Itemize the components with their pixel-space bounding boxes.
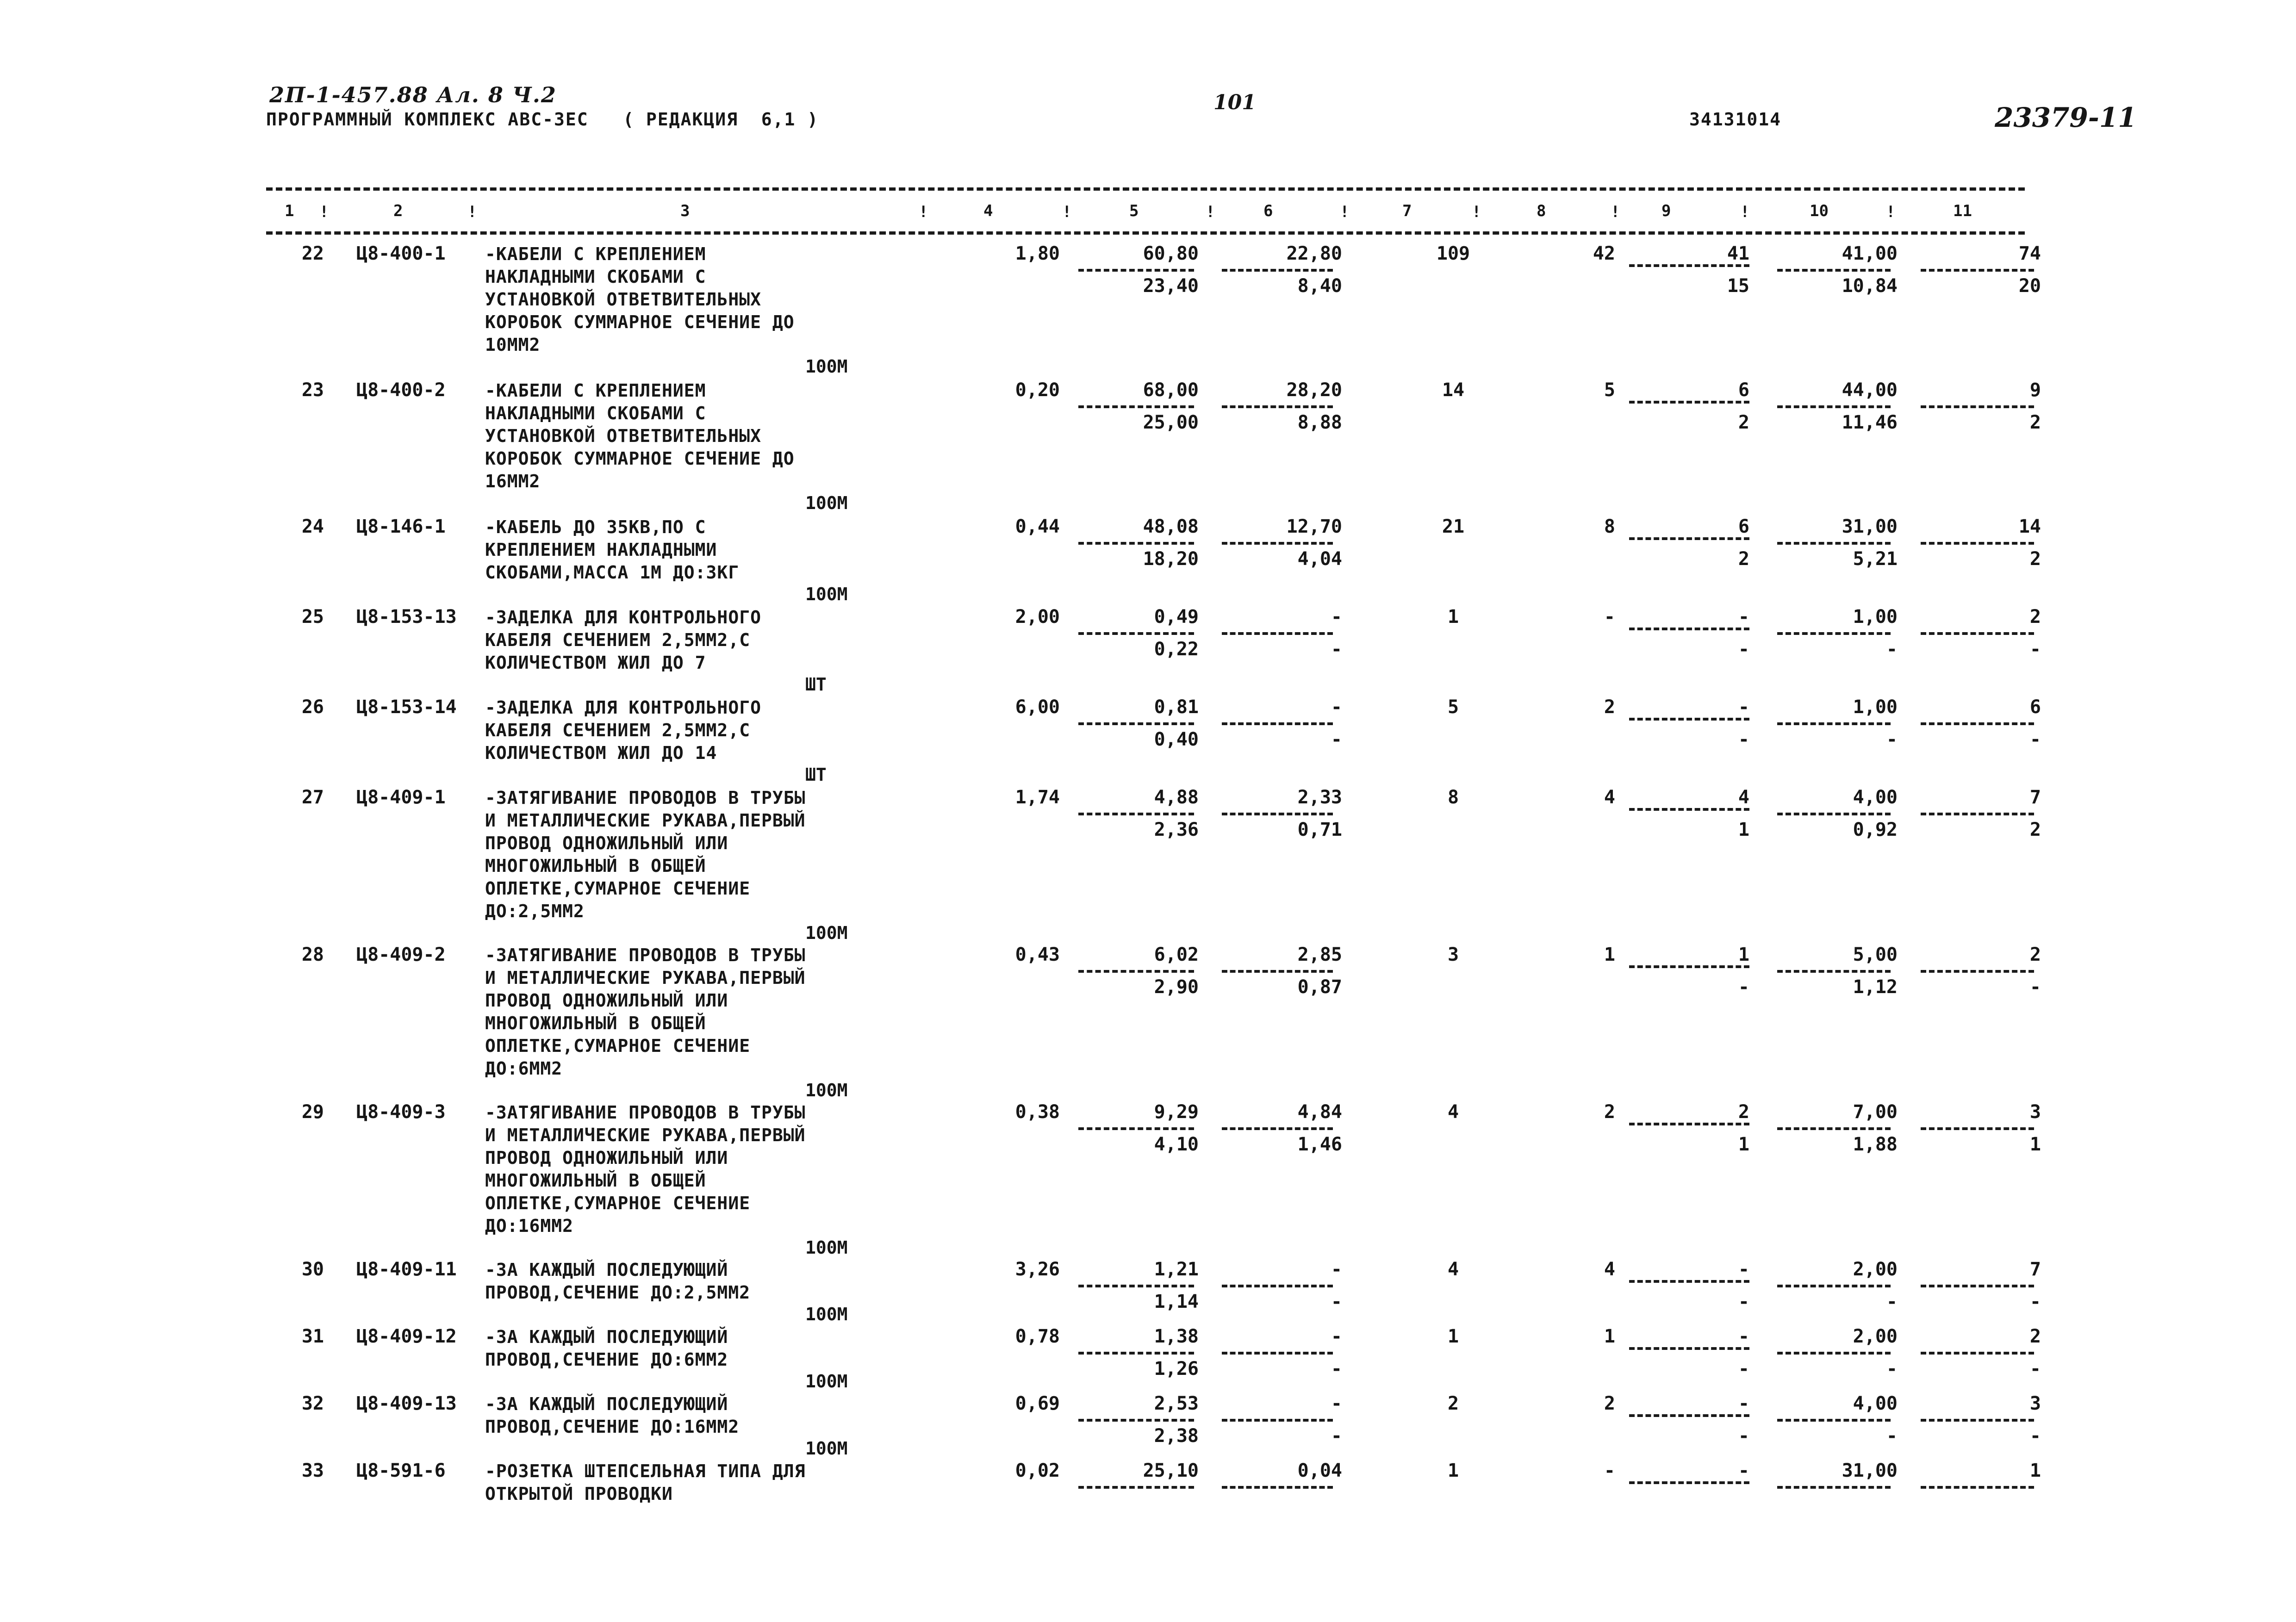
value-separator (1921, 722, 2034, 725)
labour-total-machine: 1 (2029, 1134, 2041, 1155)
labour-norm: 1,00 (1853, 606, 1898, 628)
cost-total-wages: 2,36 (1154, 819, 1199, 840)
page-number: 101 (1213, 91, 1256, 114)
machine-cost: - (1738, 606, 1749, 628)
wages-cost: - (1604, 1460, 1615, 1481)
row-number: 25 (301, 606, 324, 628)
machine-cost: 6 (1738, 379, 1749, 401)
cost-wages: - (1331, 606, 1342, 628)
work-description: -ЗАДЕЛКА ДЛЯ КОНТРОЛЬНОГО КАБЕЛЯ СЕЧЕНИЕМ 2,5ММ2,С КОЛИЧЕСТВОМ ЖИЛ ДО 14 (485, 697, 761, 763)
value-separator (1629, 1280, 1749, 1283)
value-separator (1921, 1352, 2034, 1355)
row-number: 22 (301, 243, 324, 264)
value-separator (1777, 1285, 1891, 1287)
work-description: -ЗА КАЖДЫЙ ПОСЛЕДУЮЩИЙ ПРОВОД,СЕЧЕНИЕ ДО:6ММ2 (485, 1327, 728, 1370)
value-separator (1222, 632, 1333, 635)
norm-code: Ц8-400-1 (356, 243, 446, 264)
value-separator (1222, 722, 1333, 725)
cost-total: 6,02 (1154, 944, 1199, 965)
machine-cost: 2 (1738, 1101, 1749, 1123)
labour-norm-machine: 1,88 (1853, 1134, 1898, 1155)
value-separator (1078, 1352, 1194, 1355)
cost-wages-machine: - (1331, 639, 1342, 660)
cost-wages-machine: 0,71 (1297, 819, 1342, 840)
row-number: 28 (301, 944, 324, 965)
wages-cost: 4 (1604, 1259, 1615, 1280)
value-separator (1222, 1127, 1333, 1130)
norm-code: Ц8-591-6 (356, 1460, 446, 1481)
labour-total: 14 (2018, 516, 2041, 537)
labour-total-machine: - (2029, 1358, 2041, 1380)
value-separator (1078, 1419, 1194, 1422)
machine-cost: 1 (1738, 944, 1749, 965)
norm-code: Ц8-409-1 (356, 787, 446, 808)
value-separator (1222, 542, 1333, 545)
value-separator (1777, 1352, 1891, 1355)
cost-wages-machine: 8,88 (1297, 412, 1342, 433)
cost-wages: - (1331, 1393, 1342, 1414)
total-cost: 8 (1447, 787, 1459, 808)
labour-norm: 44,00 (1842, 379, 1898, 401)
cost-total-wages: 2,38 (1154, 1425, 1199, 1447)
labour-total: 6 (2029, 696, 2041, 718)
value-separator (1777, 405, 1891, 408)
table-top-rule (266, 187, 2025, 191)
wages-cost: 2 (1604, 1101, 1615, 1123)
measure-unit: ШТ (805, 764, 827, 785)
work-description: -КАБЕЛИ С КРЕПЛЕНИЕМ НАКЛАДНЫМИ СКОБАМИ С УСТАНОВКОЙ ОТВЕТВИТЕЛЬНЫХ КОРОБОК СУММАРНОЕ СЕЧЕНИЕ ДО 16ММ2 (485, 380, 795, 491)
labour-total-machine: - (2029, 976, 2041, 998)
column-divider: ! (1340, 203, 1350, 221)
row-number: 23 (301, 379, 324, 401)
labour-total-machine: 2 (2029, 412, 2041, 433)
labour-norm: 5,00 (1853, 944, 1898, 965)
machine-wages: 15 (1727, 275, 1749, 297)
value-separator (1777, 632, 1891, 635)
wages-cost: - (1604, 606, 1615, 628)
value-separator (1222, 405, 1333, 408)
labour-total-machine: - (2029, 729, 2041, 750)
labour-norm-machine: - (1886, 639, 1898, 660)
value-separator (1222, 1486, 1333, 1489)
machine-cost: - (1738, 1259, 1749, 1280)
value-separator (1222, 269, 1333, 272)
value-separator (1921, 632, 2034, 635)
machine-cost: - (1738, 696, 1749, 718)
value-separator (1629, 628, 1749, 630)
labour-total: 2 (2029, 944, 2041, 965)
total-cost: 1 (1447, 606, 1459, 628)
wages-cost: 4 (1604, 787, 1615, 808)
cost-total-wages: 0,40 (1154, 729, 1199, 750)
value-separator (1921, 405, 2034, 408)
norm-code: Ц8-146-1 (356, 516, 446, 537)
labour-norm-machine: 5,21 (1853, 548, 1898, 570)
labour-total: 3 (2029, 1101, 2041, 1123)
work-description: -ЗАТЯГИВАНИЕ ПРОВОДОВ В ТРУБЫ И МЕТАЛЛИЧЕСКИЕ РУКАВА,ПЕРВЫЙ ПРОВОД ОДНОЖИЛЬНЫЙ ИЛИ МНОГОЖИЛЬНЫЙ В ОБЩЕЙ ОПЛЕТКЕ,СУМАРНОЕ СЕЧЕНИЕ ДО:16ММ2 (485, 1102, 806, 1236)
labour-norm: 2,00 (1853, 1259, 1898, 1280)
value-separator (1078, 542, 1194, 545)
cost-wages: - (1331, 1326, 1342, 1347)
machine-cost: 4 (1738, 787, 1749, 808)
cost-wages: 0,04 (1297, 1460, 1342, 1481)
program-title: ПРОГРАММНЫЙ КОМПЛЕКС АВС-ЗЕС ( РЕДАКЦИЯ 6,1 ) (266, 109, 819, 130)
norm-code: Ц8-409-11 (356, 1259, 457, 1280)
labour-total-machine: 20 (2018, 275, 2041, 297)
cost-total: 0,49 (1154, 606, 1199, 628)
wages-cost: 1 (1604, 944, 1615, 965)
total-cost: 2 (1447, 1393, 1459, 1414)
column-number: 3 (680, 202, 690, 220)
column-divider: ! (1472, 203, 1481, 221)
total-cost: 4 (1447, 1259, 1459, 1280)
row-number: 24 (301, 516, 324, 537)
wages-cost: 5 (1604, 379, 1615, 401)
labour-norm: 2,00 (1853, 1326, 1898, 1347)
labour-total: 7 (2029, 1259, 2041, 1280)
measure-unit: 100М (805, 1080, 848, 1100)
row-number: 27 (301, 787, 324, 808)
value-separator (1777, 1127, 1891, 1130)
cost-total-wages: 1,26 (1154, 1358, 1199, 1380)
column-divider: ! (467, 203, 477, 221)
document-code: 34131014 (1689, 109, 1782, 130)
machine-wages: - (1738, 1358, 1749, 1380)
labour-total: 74 (2018, 243, 2041, 264)
cost-total: 9,29 (1154, 1101, 1199, 1123)
value-separator (1921, 813, 2034, 815)
cost-wages-machine: 8,40 (1297, 275, 1342, 297)
quantity: 0,43 (1015, 944, 1060, 965)
value-separator (1078, 1285, 1194, 1287)
column-number: 11 (1953, 202, 1972, 220)
measure-unit: 100М (805, 493, 848, 513)
cost-total: 1,38 (1154, 1326, 1199, 1347)
work-description: -КАБЕЛИ С КРЕПЛЕНИЕМ НАКЛАДНЫМИ СКОБАМИ С УСТАНОВКОЙ ОТВЕТВИТЕЛЬНЫХ КОРОБОК СУММАРНОЕ СЕЧЕНИЕ ДО 10ММ2 (485, 244, 795, 355)
labour-norm-machine: - (1886, 1358, 1898, 1380)
column-divider: ! (919, 203, 928, 221)
measure-unit: 100М (805, 584, 848, 604)
machine-wages: 1 (1738, 1134, 1749, 1155)
value-separator (1629, 1414, 1749, 1417)
value-separator (1078, 632, 1194, 635)
value-separator (1078, 269, 1194, 272)
cost-wages: 22,80 (1286, 243, 1342, 264)
cost-total: 48,08 (1143, 516, 1199, 537)
machine-cost: - (1738, 1460, 1749, 1481)
total-cost: 1 (1447, 1460, 1459, 1481)
column-number: 7 (1402, 202, 1412, 220)
quantity: 0,38 (1015, 1101, 1060, 1123)
labour-total: 3 (2029, 1393, 2041, 1414)
value-separator (1629, 264, 1749, 267)
doc-reference: 2П-1-457.88 Ал. 8 Ч.2 (269, 82, 557, 107)
value-separator (1921, 542, 2034, 545)
value-separator (1777, 542, 1891, 545)
measure-unit: 100М (805, 1304, 848, 1324)
machine-wages: - (1738, 1291, 1749, 1312)
measure-unit: 100М (805, 356, 848, 377)
labour-total-machine: - (2029, 639, 2041, 660)
cost-wages: 4,84 (1297, 1101, 1342, 1123)
cost-total-wages: 18,20 (1143, 548, 1199, 570)
column-number: 8 (1537, 202, 1546, 220)
norm-code: Ц8-153-14 (356, 696, 457, 718)
labour-norm-machine: - (1886, 1291, 1898, 1312)
cost-total: 0,81 (1154, 696, 1199, 718)
value-separator (1629, 718, 1749, 721)
value-separator (1078, 1486, 1194, 1489)
value-separator (1777, 269, 1891, 272)
wages-cost: 2 (1604, 1393, 1615, 1414)
cost-total-wages: 23,40 (1143, 275, 1199, 297)
machine-wages: - (1738, 976, 1749, 998)
measure-unit: 100М (805, 1371, 848, 1392)
row-number: 32 (301, 1393, 324, 1414)
cost-wages-machine: - (1331, 1358, 1342, 1380)
labour-norm: 4,00 (1853, 1393, 1898, 1414)
cost-total: 68,00 (1143, 379, 1199, 401)
measure-unit: 100М (805, 923, 848, 943)
cost-total-wages: 0,22 (1154, 639, 1199, 660)
cost-total: 60,80 (1143, 243, 1199, 264)
labour-norm-machine: - (1886, 729, 1898, 750)
total-cost: 1 (1447, 1326, 1459, 1347)
measure-unit: 100М (805, 1438, 848, 1459)
value-separator (1078, 405, 1194, 408)
cost-total-wages: 2,90 (1154, 976, 1199, 998)
value-separator (1777, 970, 1891, 973)
column-divider: ! (319, 203, 329, 221)
value-separator (1777, 1419, 1891, 1422)
value-separator (1921, 269, 2034, 272)
norm-code: Ц8-409-3 (356, 1101, 446, 1123)
total-cost: 5 (1447, 696, 1459, 718)
cost-wages: 28,20 (1286, 379, 1342, 401)
labour-norm-machine: - (1886, 1425, 1898, 1447)
norm-code: Ц8-409-2 (356, 944, 446, 965)
labour-norm: 7,00 (1853, 1101, 1898, 1123)
value-separator (1777, 1486, 1891, 1489)
value-separator (1629, 401, 1749, 404)
quantity: 2,00 (1015, 606, 1060, 628)
quantity: 1,80 (1015, 243, 1060, 264)
labour-norm-machine: 0,92 (1853, 819, 1898, 840)
quantity: 0,69 (1015, 1393, 1060, 1414)
quantity: 0,44 (1015, 516, 1060, 537)
machine-cost: 6 (1738, 516, 1749, 537)
quantity: 3,26 (1015, 1259, 1060, 1280)
work-description: -ЗАТЯГИВАНИЕ ПРОВОДОВ В ТРУБЫ И МЕТАЛЛИЧЕСКИЕ РУКАВА,ПЕРВЫЙ ПРОВОД ОДНОЖИЛЬНЫЙ ИЛИ МНОГОЖИЛЬНЫЙ В ОБЩЕЙ ОПЛЕТКЕ,СУМАРНОЕ СЕЧЕНИЕ ДО:6ММ2 (485, 945, 806, 1079)
cost-total-wages: 1,14 (1154, 1291, 1199, 1312)
value-separator (1921, 1419, 2034, 1422)
machine-cost: 41 (1727, 243, 1749, 264)
measure-unit: ШТ (805, 674, 827, 695)
value-separator (1222, 1352, 1333, 1355)
labour-total: 7 (2029, 787, 2041, 808)
value-separator (1921, 1486, 2034, 1489)
row-number: 29 (301, 1101, 324, 1123)
machine-wages: 1 (1738, 819, 1749, 840)
labour-norm: 4,00 (1853, 787, 1898, 808)
value-separator (1078, 1127, 1194, 1130)
column-divider: ! (1886, 203, 1896, 221)
cost-total: 1,21 (1154, 1259, 1199, 1280)
wages-cost: 1 (1604, 1326, 1615, 1347)
column-number: 9 (1661, 202, 1671, 220)
quantity: 6,00 (1015, 696, 1060, 718)
work-description: -КАБЕЛЬ ДО 35КВ,ПО С КРЕПЛЕНИЕМ НАКЛАДНЫМИ СКОБАМИ,МАССА 1М ДО:3КГ (485, 517, 740, 583)
value-separator (1629, 537, 1749, 540)
work-description: -ЗАДЕЛКА ДЛЯ КОНТРОЛЬНОГО КАБЕЛЯ СЕЧЕНИЕМ 2,5ММ2,С КОЛИЧЕСТВОМ ЖИЛ ДО 7 (485, 607, 761, 673)
value-separator (1222, 1419, 1333, 1422)
cost-wages-machine: - (1331, 729, 1342, 750)
value-separator (1777, 813, 1891, 815)
value-separator (1629, 1481, 1749, 1484)
work-description: -РОЗЕТКА ШТЕПСЕЛЬНАЯ ТИПА ДЛЯ ОТКРЫТОЙ ПРОВОДКИ (485, 1461, 806, 1504)
labour-total-machine: 2 (2029, 548, 2041, 570)
machine-wages: - (1738, 729, 1749, 750)
norm-code: Ц8-153-13 (356, 606, 457, 628)
labour-norm-machine: 1,12 (1853, 976, 1898, 998)
value-separator (1222, 813, 1333, 815)
labour-total: 1 (2029, 1460, 2041, 1481)
column-divider: ! (1062, 203, 1072, 221)
quantity: 1,74 (1015, 787, 1060, 808)
row-number: 33 (301, 1460, 324, 1481)
value-separator (1222, 1285, 1333, 1287)
wages-cost: 2 (1604, 696, 1615, 718)
column-number: 1 (285, 202, 294, 220)
cost-wages: 2,85 (1297, 944, 1342, 965)
cost-total: 2,53 (1154, 1393, 1199, 1414)
row-number: 30 (301, 1259, 324, 1280)
norm-code: Ц8-409-12 (356, 1326, 457, 1347)
value-separator (1629, 808, 1749, 811)
value-separator (1629, 965, 1749, 968)
column-number: 10 (1810, 202, 1829, 220)
column-divider: ! (1206, 203, 1215, 221)
column-number: 4 (983, 202, 993, 220)
value-separator (1078, 970, 1194, 973)
cost-wages-machine: 1,46 (1297, 1134, 1342, 1155)
work-description: -ЗА КАЖДЫЙ ПОСЛЕДУЮЩИЙ ПРОВОД,СЕЧЕНИЕ ДО:2,5ММ2 (485, 1260, 751, 1303)
labour-total: 2 (2029, 606, 2041, 628)
labour-total-machine: - (2029, 1291, 2041, 1312)
cost-total: 25,10 (1143, 1460, 1199, 1481)
cost-wages-machine: 0,87 (1297, 976, 1342, 998)
value-separator (1078, 813, 1194, 815)
column-number: 2 (393, 202, 403, 220)
cost-total-wages: 25,00 (1143, 412, 1199, 433)
labour-norm: 31,00 (1842, 1460, 1898, 1481)
total-cost: 109 (1436, 243, 1470, 264)
labour-total-machine: 2 (2029, 819, 2041, 840)
machine-wages: - (1738, 639, 1749, 660)
norm-code: Ц8-409-13 (356, 1393, 457, 1414)
cost-wages: - (1331, 696, 1342, 718)
labour-total: 9 (2029, 379, 2041, 401)
total-cost: 14 (1442, 379, 1465, 401)
cost-wages-machine: - (1331, 1425, 1342, 1447)
cost-wages-machine: 4,04 (1297, 548, 1342, 570)
cost-wages: 2,33 (1297, 787, 1342, 808)
labour-norm-machine: 10,84 (1842, 275, 1898, 297)
machine-wages: 2 (1738, 548, 1749, 570)
value-separator (1777, 722, 1891, 725)
labour-norm: 1,00 (1853, 696, 1898, 718)
machine-cost: - (1738, 1326, 1749, 1347)
measure-unit: 100М (805, 1237, 848, 1258)
column-divider: ! (1740, 203, 1750, 221)
wages-cost: 42 (1593, 243, 1615, 264)
value-separator (1921, 1285, 2034, 1287)
cost-wages: 12,70 (1286, 516, 1342, 537)
work-description: -ЗАТЯГИВАНИЕ ПРОВОДОВ В ТРУБЫ И МЕТАЛЛИЧЕСКИЕ РУКАВА,ПЕРВЫЙ ПРОВОД ОДНОЖИЛЬНЫЙ ИЛИ МНОГОЖИЛЬНЫЙ В ОБЩЕЙ ОПЛЕТКЕ,СУМАРНОЕ СЕЧЕНИЕ ДО:2,5ММ2 (485, 788, 806, 921)
column-divider: ! (1611, 203, 1620, 221)
labour-norm: 31,00 (1842, 516, 1898, 537)
total-cost: 3 (1447, 944, 1459, 965)
wages-cost: 8 (1604, 516, 1615, 537)
machine-wages: 2 (1738, 412, 1749, 433)
quantity: 0,20 (1015, 379, 1060, 401)
value-separator (1629, 1347, 1749, 1350)
value-separator (1078, 722, 1194, 725)
work-description: -ЗА КАЖДЫЙ ПОСЛЕДУЮЩИЙ ПРОВОД,СЕЧЕНИЕ ДО:16ММ2 (485, 1394, 740, 1437)
labour-total: 2 (2029, 1326, 2041, 1347)
quantity: 0,78 (1015, 1326, 1060, 1347)
cost-total: 4,88 (1154, 787, 1199, 808)
labour-norm: 41,00 (1842, 243, 1898, 264)
cost-total-wages: 4,10 (1154, 1134, 1199, 1155)
machine-cost: - (1738, 1393, 1749, 1414)
row-number: 31 (301, 1326, 324, 1347)
column-number: 6 (1263, 202, 1273, 220)
labour-total-machine: - (2029, 1425, 2041, 1447)
quantity: 0,02 (1015, 1460, 1060, 1481)
norm-code: Ц8-400-2 (356, 379, 446, 401)
cost-wages: - (1331, 1259, 1342, 1280)
value-separator (1921, 1127, 2034, 1130)
labour-norm-machine: 11,46 (1842, 412, 1898, 433)
cost-wages-machine: - (1331, 1291, 1342, 1312)
table-header-rule (266, 231, 2025, 235)
column-number: 5 (1129, 202, 1139, 220)
value-separator (1222, 970, 1333, 973)
total-cost: 4 (1447, 1101, 1459, 1123)
row-number: 26 (301, 696, 324, 718)
total-cost: 21 (1442, 516, 1465, 537)
value-separator (1629, 1123, 1749, 1125)
value-separator (1921, 970, 2034, 973)
machine-wages: - (1738, 1425, 1749, 1447)
inventory-number: 23379-11 (1995, 102, 2137, 133)
